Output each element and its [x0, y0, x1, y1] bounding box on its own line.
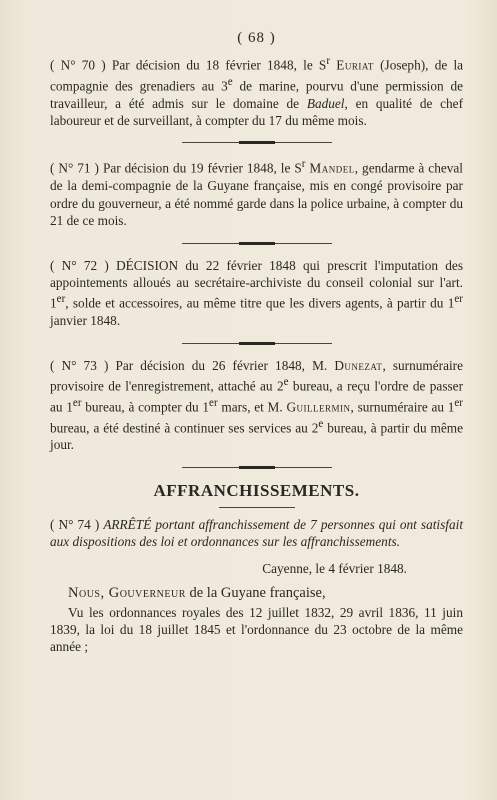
considerant-paragraph: Vu les ordonnances royales des 12 juillet 1832, 29 avril 1836, 11 juin 1839, la loi du 18 juillet 1845 et l'ordonnance du 23 octobre de la même année ;	[50, 604, 463, 655]
entry-72: ( N° 72 ) DÉCISION du 22 février 1848 qui prescrit l'imputation des appointements alloués au secrétaire-archiviste du conseil colonial sur l'art. 1er, solde et accessoires, au même titre que les divers agents, à partir du 1er janvier 1848.	[50, 257, 463, 329]
entry-number: ( N° 74 )	[50, 516, 100, 532]
entry-71: ( N° 71 ) Par décision du 19 février 1848, le $S^r$ Mandel, gendarme à cheval de la demi-compagnie de la Guyane française, mis en congé provisoire par ordre du gouverneur, a été nommé garde dans la police urbaine, à compter du 21 de ce mois.	[50, 158, 464, 229]
person-name: Guillermin	[286, 399, 351, 415]
arrete-keyword: ARRÊTÉ	[103, 516, 152, 532]
separator-rule	[182, 141, 332, 144]
entry-73: ( N° 73 ) Par décision du 26 février 1848, M. Dunezat, surnuméraire provisoire de l'enregistrement, attaché au 2e bureau, a reçu l'ordre de passer au 1er bureau, à compter du 1er mars, et M. Guillermin, surnuméraire au 1er bureau, a été destiné à continuer ses services au 2e bureau, à partir du même jour.	[50, 357, 464, 453]
entry-number: ( N° 72 )	[50, 257, 109, 273]
place-name: Baduel	[306, 95, 345, 111]
entry-number: ( N° 73 )	[50, 357, 109, 373]
person-name: Dunezat	[334, 357, 383, 373]
arrete-subject: portant affranchissement de 7 personnes qui ont satisfait aux dispositions des loi et ordonnances sur les affranchissements.	[50, 516, 464, 550]
page-number: ( 68 )	[237, 30, 276, 46]
separator-rule	[182, 466, 332, 469]
place-date: Cayenne, le 4 février 1848.	[262, 560, 407, 576]
section-title: AFFRANCHISSEMENTS.	[153, 480, 360, 500]
separator-rule	[182, 242, 332, 245]
entry-number: ( N° 70 )	[50, 57, 106, 73]
separator-rule	[182, 342, 332, 345]
governor-line: Nous, Gouverneur de la Guyane française,	[68, 584, 326, 601]
person-name: Mandel	[309, 160, 355, 176]
entry-70: ( N° 70 ) Par décision du 18 février 1848, le $S^r$ Euriat (Joseph), de la compagnie des grenadiers au 3e de marine, pourvu d'une permission de travailleur, a été admis sur le domaine de Baduel, en qualité de chef laboureur et de surveillant, à compter du 17 du même mois.	[50, 55, 464, 129]
person-name: Euriat	[336, 57, 374, 73]
entry-74	[50, 516, 463, 551]
entry-number: ( N° 71 )	[50, 160, 99, 176]
decision-keyword: DÉCISION	[116, 257, 179, 273]
title-underline	[219, 507, 295, 508]
